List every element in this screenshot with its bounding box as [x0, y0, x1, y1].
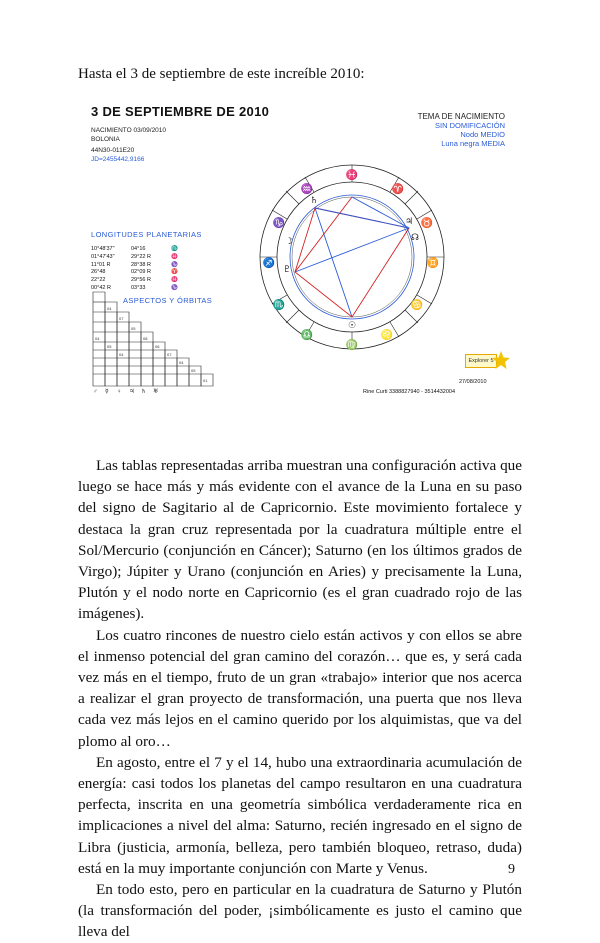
- svg-text:♌: ♌: [380, 330, 394, 341]
- tema-block: [418, 112, 505, 148]
- planet-row: 11°01 R 28°38 R ♑: [91, 261, 178, 268]
- tema-head: TEMA DE NACIMIENTO: [417, 112, 505, 121]
- planet-table: [91, 246, 178, 293]
- astrology-figure: [83, 100, 523, 410]
- paragraph: Los cuatro rincones de nuestro cielo están activos y con ellos se abre el inmenso potencial del gran camino del corazón… que es, y será cada vez más en el tiempo, fruto de un gran «trabajo» interior que nos acerca a realizar el gran proyecto de transformación, una puerta que nos lleva cada vez más lejos en el camino querido por los alquimistas, que va del plomo al oro…: [78, 626, 522, 750]
- svg-text:05: 05: [191, 368, 196, 373]
- planet-row: 00°42 R 03°33 ♑: [91, 284, 178, 291]
- chart-date: 27/08/2010: [459, 379, 487, 385]
- svg-text:07: 07: [119, 316, 124, 321]
- svg-text:08: 08: [143, 336, 148, 341]
- page-number: 9: [508, 862, 515, 877]
- planet-row: 10°48'37" 04°16 ♏: [91, 246, 178, 252]
- svg-text:♐: ♐: [262, 258, 276, 269]
- svg-text:♇: ♇: [282, 264, 292, 274]
- svg-text:♅: ♅: [153, 389, 159, 394]
- svg-text:05: 05: [107, 344, 112, 349]
- paragraph: En todo esto, pero en particular en la cuadratura de Saturno y Plutón (la transformación del poder, ¡simbólicamente es justo el camino que lleva del: [78, 881, 522, 941]
- svg-text:♄: ♄: [141, 389, 147, 394]
- svg-text:☽: ☽: [284, 236, 294, 246]
- paragraph: En agosto, entre el 7 y el 14, hubo una extraordinaria acumulación de energía: casi todos los planetas del campo resultaron en una cuadratura perfecta, inscrita en una geometría simbólica verdaderamente rica en implicaciones a nivel del alma: Saturno, recién ingresado en el signo de Libra (justicia, armonía, belleza, pero también bloqueo, retraso, duda) está en la muy importante conjunción con Marte y Venus.: [78, 753, 522, 877]
- meta-coords: 44N30-011E20: [91, 147, 135, 154]
- svg-text:♎: ♎: [300, 330, 314, 341]
- svg-text:♒: ♒: [300, 184, 314, 195]
- svg-text:♈: ♈: [391, 184, 405, 195]
- meta-place: BOLONIA: [91, 136, 120, 143]
- svg-text:♓: ♓: [345, 170, 359, 181]
- svg-text:♀: ♀: [117, 389, 122, 394]
- explorer-badge: Explorer 5: [465, 354, 497, 368]
- planet-row: 01°47'43" 29°22 R ♓: [91, 253, 178, 260]
- svg-text:☉: ☉: [347, 320, 357, 330]
- meta-jd: JD=2455442,9166: [91, 156, 145, 163]
- natal-wheel: [257, 162, 447, 352]
- figure-title: 3 DE SEPTIEMBRE DE 2010: [91, 104, 270, 119]
- svg-text:06: 06: [155, 344, 160, 349]
- svg-text:♊: ♊: [426, 258, 440, 269]
- svg-text:♋: ♋: [410, 300, 424, 311]
- svg-text:♍: ♍: [345, 340, 359, 351]
- chart-id: Rine Curti 3388827940 - 3514432004: [363, 389, 456, 395]
- svg-text:♂: ♂: [93, 389, 98, 394]
- tema-line: Nodo MEDIO: [460, 130, 505, 139]
- paragraph: Las tablas representadas arriba muestran una configuración activa que luego se hace más y más evidente con el avance de la Luna en su paso del signo de Sagitario al de Capricornio. Este movimiento fortalece y destaca la gran cruz representada por la cuadratura múltiple entre el Sol/Mercurio (conjunción en Cáncer); Saturno (en los últimos grados de Virgo); Júpiter y Urano (conjunción en Aries) y precisamente la Luna, Plutón y el nodo norte en Capricornio (es el gran cuadrado rojo de las imágenes).: [78, 457, 522, 623]
- meta-birth: NACIMIENTO 03/09/2010: [91, 127, 167, 134]
- svg-text:♄: ♄: [309, 195, 319, 205]
- aspectos-label: ASPECTOS Y ÓRBITAS: [123, 296, 213, 305]
- svg-text:04: 04: [179, 360, 184, 365]
- aspect-grid: [89, 290, 239, 394]
- longitudes-label: LONGITUDES PLANETARIAS: [91, 230, 202, 239]
- body-text: [78, 455, 522, 943]
- svg-text:04: 04: [119, 352, 124, 357]
- svg-text:♉: ♉: [420, 218, 434, 229]
- planet-row: 22°22 29°56 R ♓: [91, 277, 178, 284]
- tema-line: SIN DOMIFICACIÓN: [434, 121, 505, 130]
- svg-text:♃: ♃: [404, 216, 414, 226]
- svg-text:04: 04: [107, 306, 112, 311]
- svg-text:05: 05: [131, 326, 136, 331]
- svg-text:01: 01: [203, 378, 208, 383]
- svg-text:☊: ☊: [411, 232, 419, 242]
- svg-text:♃: ♃: [129, 389, 135, 394]
- intro-line: Hasta el 3 de septiembre de este increíble 2010:: [78, 66, 365, 82]
- svg-text:07: 07: [167, 352, 172, 357]
- svg-text:04: 04: [95, 336, 100, 341]
- svg-text:☿: ☿: [105, 389, 109, 394]
- star-icon: [491, 350, 511, 370]
- svg-text:♏: ♏: [272, 300, 286, 311]
- svg-text:♑: ♑: [272, 218, 286, 229]
- tema-line: Luna negra MEDIA: [441, 139, 505, 148]
- planet-row: 26°48 02°09 R ♈: [91, 269, 178, 276]
